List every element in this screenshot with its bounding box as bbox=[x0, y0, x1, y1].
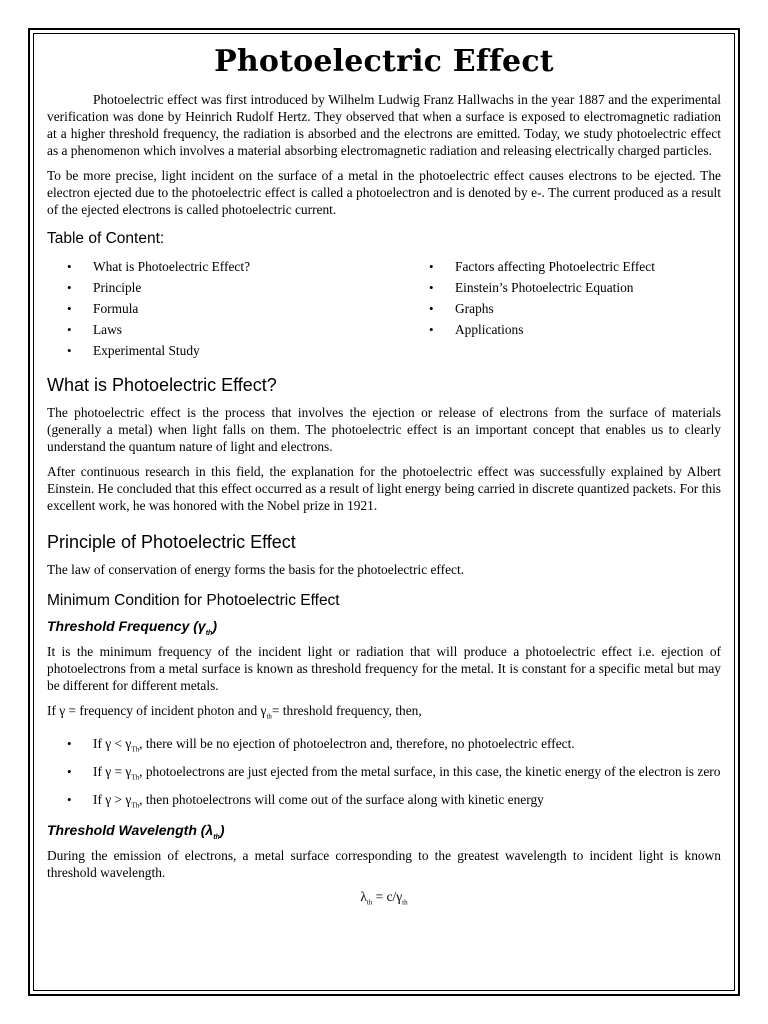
threshold-wavelength-paragraph: During the emission of electrons, a metal surface corresponding to the greatest wavelength to incident light is known threshold wavelength. bbox=[47, 848, 721, 881]
list-item: • If $\gamma = \gamma_{Th}$, photoelectrons are just ejected from the metal surface, in this case, the kinetic energy of the electron is zero bbox=[47, 763, 721, 787]
toc-item[interactable]: • Laws bbox=[47, 319, 409, 340]
threshold-frequency-paragraph: It is the minimum frequency of the incident light or radiation that will produce a photoelectric effect i.e. ejection of photoelectrons from a metal surface is known as threshold frequency for the metal. It is constant for a specific metal but may be different for different metals. bbox=[47, 643, 721, 693]
threshold-wavelength-heading: Threshold Wavelength $(\lambda_{th})$ bbox=[47, 822, 225, 842]
toc-column-1 bbox=[47, 256, 409, 361]
section-heading-principle: Principle of Photoelectric Effect bbox=[47, 532, 296, 552]
toc-item[interactable]: • Graphs bbox=[409, 298, 655, 319]
toc-item[interactable]: • Factors affecting Photoelectric Effect bbox=[409, 256, 655, 277]
intro-paragraph-2: To be more precise, light incident on the surface of a metal in the photoelectric effect causes electrons to be ejected. The electron ejected due to the photoelectric effect is called a photoelectron and is denoted by e-. The current produced as a result of the ejected electrons is called photoelectric current. bbox=[47, 168, 721, 217]
table-of-contents bbox=[47, 256, 721, 361]
section-heading-what: What is Photoelectric Effect? bbox=[47, 375, 277, 395]
section-heading-minimum-condition: Minimum Condition for Photoelectric Effect bbox=[47, 592, 340, 609]
toc-item[interactable]: • What is Photoelectric Effect? bbox=[47, 256, 409, 277]
what-paragraph-2: After continuous research in this field, the explanation for the photoelectric effect was successfully explained by Albert Einstein. He concluded that this effect occurred as a result of light energy being carried in discrete quantized packets. For this excellent work, he was honored with the Nobel prize in 1921. bbox=[47, 464, 721, 513]
toc-item[interactable]: • Formula bbox=[47, 298, 409, 319]
principle-paragraph: The law of conservation of energy forms the basis for the photoelectric effect. bbox=[47, 562, 465, 577]
toc-heading: Table of Content: bbox=[47, 230, 165, 247]
intro-paragraph-1: Photoelectric effect was first introduced by Wilhelm Ludwig Franz Hallwachs in the year 1887 and the experimental verification was done by Heinrich Rudolf Hertz. They observed that when a surface is exposed to electromagnetic radiation at a higher threshold frequency, the radiation is absorbed and the electrons are emitted. Today, we study photoelectric effect as a phenomenon which involves a material absorbing electromagnetic radiation and releasing electrically charged particles. bbox=[47, 92, 721, 158]
threshold-conditions-list bbox=[47, 735, 721, 814]
list-item: • If $\gamma < \gamma_{Th}$, there will be no ejection of photoelectron and, therefore, no photoelectric effect. bbox=[47, 735, 721, 759]
list-item: • If $\gamma > \gamma_{Th}$, then photoelectrons will come out of the surface along with kinetic energy bbox=[47, 791, 721, 815]
threshold-wavelength-formula: $\lambda_{th} = c/\gamma_{th}$ bbox=[360, 889, 408, 907]
toc-item[interactable]: • Applications bbox=[409, 319, 655, 340]
what-paragraph-1: The photoelectric effect is the process that involves the ejection or release of electrons from the surface of materials (generally a metal) when light falls on them. The photoelectric effect is an important concept that enables us to clearly understand the quantum nature of light and electrons. bbox=[47, 405, 721, 454]
threshold-frequency-heading: Threshold Frequency $(\gamma_{th})$ bbox=[47, 618, 217, 637]
threshold-frequency-definition: If γ = frequency of incident photon and $\gamma_{th}=$ threshold frequency, then, bbox=[47, 702, 422, 721]
toc-item[interactable]: • Einstein’s Photoelectric Equation bbox=[409, 277, 655, 298]
toc-item[interactable]: • Principle bbox=[47, 277, 409, 298]
toc-item[interactable]: • Experimental Study bbox=[47, 340, 409, 361]
document-body bbox=[47, 40, 721, 907]
page-title: Photoelectric Effect bbox=[214, 44, 554, 79]
toc-column-2 bbox=[409, 256, 655, 361]
